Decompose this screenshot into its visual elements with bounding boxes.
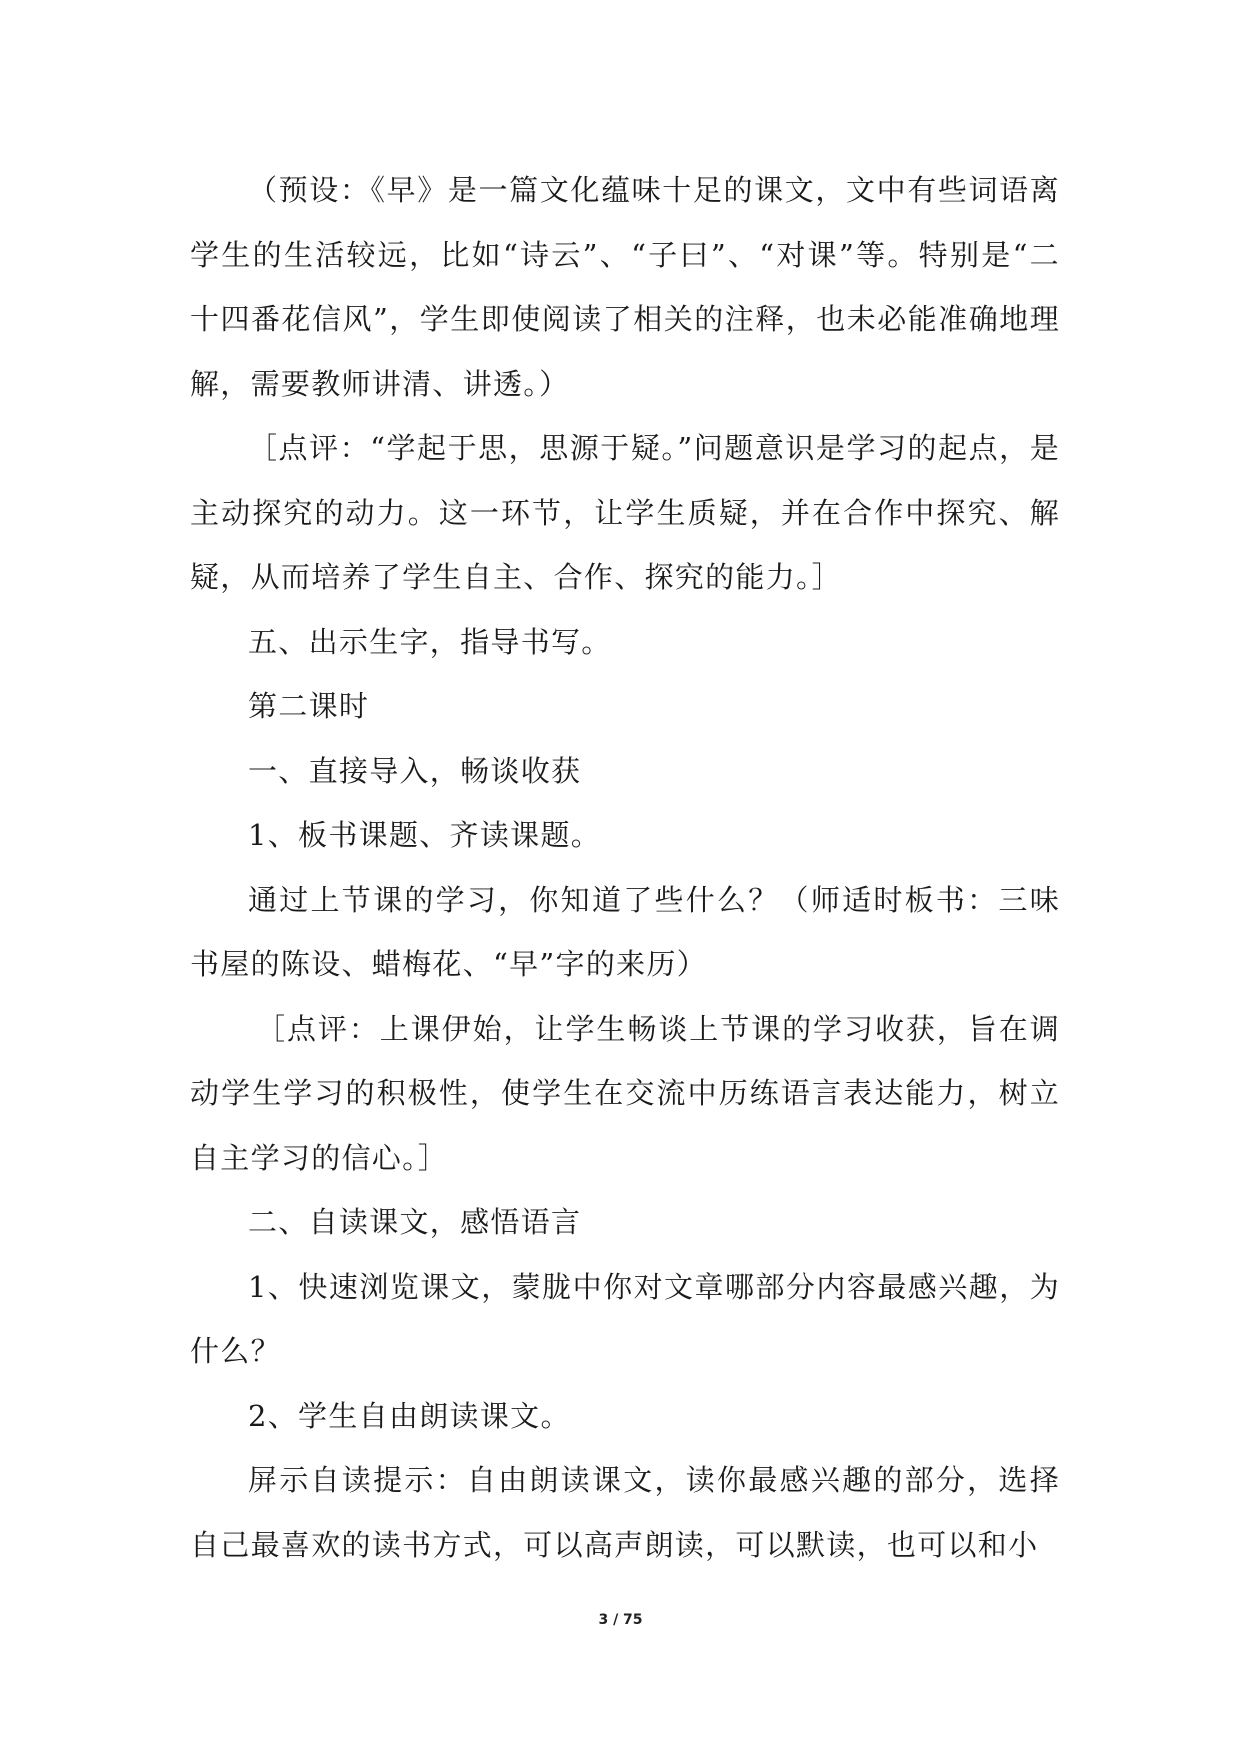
- paragraph-preset-note: （预设：《早》是一篇文化蕴味十足的课文，文中有些词语离学生的生活较远，比如“诗云”、“子曰”、“对课”等。特别是“二十四番花信风”，学生即使阅读了相关的注释，也未必能准确地理解，需要教师讲清、讲透。）: [190, 173, 1060, 401]
- paragraph-step-two-heading: 二、自读课文，感悟语言: [248, 1205, 582, 1239]
- paragraph-item-board-title: 1、板书课题、齐读课题。: [248, 818, 602, 852]
- paragraph-step-five: 五、出示生字，指导书写。: [248, 624, 612, 659]
- paragraph-reading-prompt: 屏示自读提示：自由朗读课文，读你最感兴趣的部分，选择自己最喜欢的读书方式，可以高声朗读，可以默读，也可以和小: [190, 1463, 1060, 1562]
- document-body: [190, 158, 1060, 1577]
- paragraph-item-free-reading: 2、学生自由朗读课文。: [248, 1398, 571, 1433]
- page-number: 3 / 75: [598, 1612, 643, 1628]
- paragraph-comment-opening: ［点评：上课伊始，让学生畅谈上节课的学习收获，旨在调动学生学习的积极性，使学生在交流中历练语言表达能力，树立自主学习的信心。］: [190, 1011, 1060, 1175]
- paragraph-review-question: 通过上节课的学习，你知道了些什么？（师适时板书：三味书屋的陈设、蜡梅花、“早”字的来历）: [190, 882, 1060, 981]
- paragraph-second-lesson-heading: 第二课时: [248, 689, 370, 723]
- paragraph-comment-questioning: ［点评：“学起于思，思源于疑。”问题意识是学习的起点，是主动探究的动力。这一环节，让学生质疑，并在合作中探究、解疑，从而培养了学生自主、合作、探究的能力。］: [190, 431, 1060, 594]
- paragraph-step-one-heading: 一、直接导入，畅谈收获: [248, 753, 582, 788]
- paragraph-item-browse: 1、快速浏览课文，蒙胧中你对文章哪部分内容最感兴趣，为什么？: [190, 1269, 1060, 1368]
